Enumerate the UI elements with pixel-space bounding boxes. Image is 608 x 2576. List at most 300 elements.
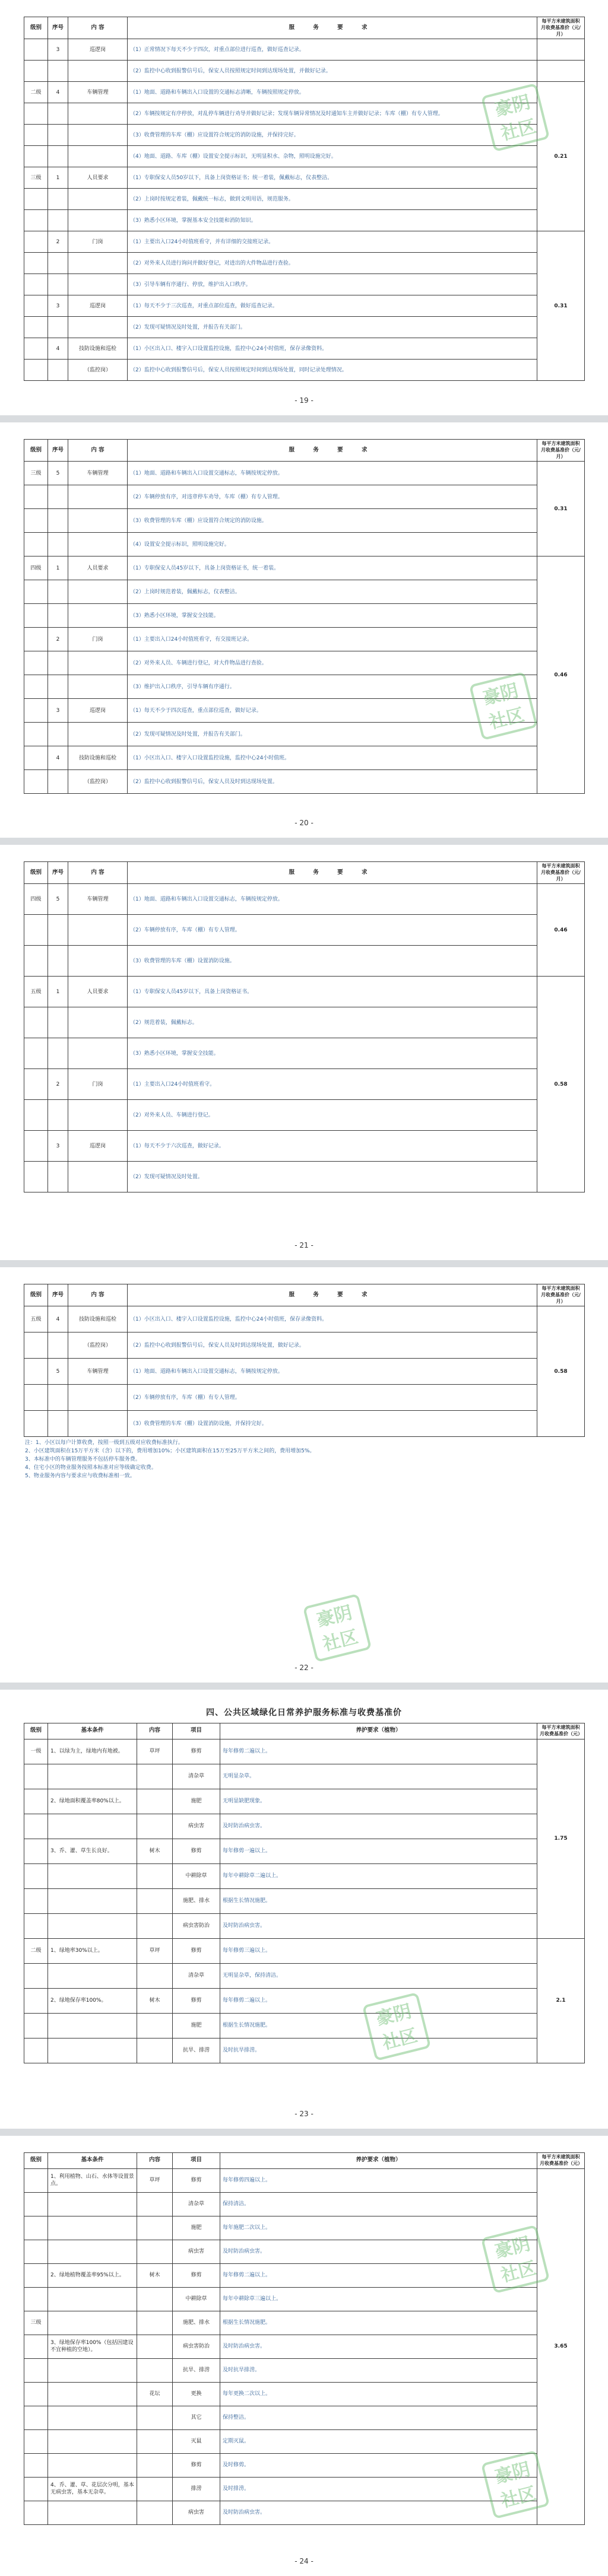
cell-project: 施肥、排水 <box>173 2311 220 2335</box>
cell-project: 病虫害 <box>173 2240 220 2263</box>
table-row <box>24 189 585 210</box>
table-row <box>24 2216 585 2240</box>
cell-content: 巡逻岗 <box>68 39 128 61</box>
cell-level <box>24 39 48 61</box>
table-row <box>24 2501 585 2524</box>
header-requirements: 服 务 要 求 <box>128 862 537 884</box>
cell-level <box>24 1038 48 1069</box>
cell-level <box>24 253 48 274</box>
table-row <box>24 1411 585 1437</box>
header-content: 内容 <box>137 2153 173 2169</box>
cell-requirement: （3）熟悉小区环境，掌握安全技能。 <box>128 604 537 628</box>
cell-no <box>48 1162 68 1192</box>
cell-standard: 每年更换二次以上。 <box>220 2382 537 2406</box>
cell-standard: 及时防治病虫害。 <box>220 2335 537 2358</box>
cell-standard: 及时排涝。 <box>220 2477 537 2501</box>
table-row <box>24 628 585 651</box>
cell-project: 抗旱、排涝 <box>173 2038 220 2063</box>
cell-requirement: （3）收费管理的车库（棚）设置消防设施。 <box>128 946 537 977</box>
cell-no: 5 <box>48 462 68 485</box>
cell-project: 中耕除草 <box>173 2287 220 2311</box>
cell-condition <box>48 1863 137 1888</box>
cell-level: 四级 <box>24 556 48 580</box>
note-line: 3、本标准中的车辆管理服务不包括停车服务费。 <box>25 1456 141 1463</box>
cell-standard: 每年修剪四遍以上。 <box>220 2168 537 2192</box>
cell-no: 1 <box>48 977 68 1007</box>
cell-content <box>137 2429 173 2453</box>
cell-level <box>24 2192 48 2216</box>
cell-fee: 0.31 <box>537 231 585 381</box>
service-table-p19 <box>24 17 585 381</box>
cell-no <box>48 915 68 946</box>
cell-fee: 0.46 <box>537 884 585 977</box>
cell-level <box>24 1814 48 1839</box>
cell-standard: 保持清洁。 <box>220 2192 537 2216</box>
cell-no: 1 <box>48 167 68 189</box>
cell-level <box>24 295 48 317</box>
cell-requirement: （3）熟悉小区环境，掌握基本安全技能和消防知识。 <box>128 210 537 231</box>
cell-standard: 根据生长情况施肥。 <box>220 2311 537 2335</box>
cell-project: 更换 <box>173 2382 220 2406</box>
cell-content <box>68 317 128 338</box>
cell-requirement: （2）上岗时规范着装，佩戴标志，仪表整洁。 <box>128 580 537 604</box>
cell-level <box>24 210 48 231</box>
cell-condition <box>48 2382 137 2406</box>
table-row <box>24 884 585 915</box>
page-number: - 19 - <box>294 396 314 405</box>
cell-level: 三级 <box>24 2311 48 2335</box>
cell-level <box>24 2038 48 2063</box>
cell-requirement: （1）小区出入口、楼宇入口设置监控设施，监控中心24小时值班。 <box>128 746 537 770</box>
watermark-stamp: 豪阴 社区 <box>303 1594 372 1662</box>
cell-level <box>24 1100 48 1131</box>
header-requirements: 服 务 要 求 <box>128 17 537 39</box>
cell-requirement: （3）收费管理的车库（棚）应设置符合规定的消防设施，并保持完好。 <box>128 125 537 146</box>
cell-content <box>137 2013 173 2038</box>
table-row <box>24 1332 585 1359</box>
cell-project: 清杂草 <box>173 1764 220 1789</box>
cell-level: 二级 <box>24 82 48 103</box>
page-24 <box>0 2136 608 2576</box>
note-line: 注：1、小区以每户计算收费，按照一级到五级对应收费标准执行。 <box>25 1440 183 1446</box>
header-level: 级别 <box>24 862 48 884</box>
cell-content: 巡逻岗 <box>68 1131 128 1162</box>
table-row <box>24 2263 585 2287</box>
cell-no <box>48 1007 68 1038</box>
cell-level <box>24 1131 48 1162</box>
cell-content <box>68 485 128 509</box>
cell-level <box>24 1988 48 2013</box>
cell-content <box>68 1162 128 1192</box>
cell-level <box>24 2501 48 2524</box>
cell-level <box>24 946 48 977</box>
cell-content <box>68 61 128 82</box>
greening-table-p23 <box>24 1723 585 2063</box>
cell-level <box>24 675 48 699</box>
table-row <box>24 1739 585 1764</box>
cell-content <box>137 1789 173 1814</box>
cell-requirement: （2）监控中心收到报警信号后，保安人员按照规定时间到达现场处置，同时记录处理情况。 <box>128 360 537 381</box>
table-row <box>24 1988 585 2013</box>
table-row <box>24 360 585 381</box>
cell-level <box>24 770 48 794</box>
cell-requirement: （2）监控中心收到报警信号后，保安人员及时到达现场处置。 <box>128 770 537 794</box>
table-row <box>24 103 585 125</box>
cell-no <box>48 1332 68 1359</box>
cell-level <box>24 1162 48 1192</box>
cell-project: 修剪 <box>173 1839 220 1863</box>
section-title: 四、公共区域绿化日常养护服务标准与收费基准价 <box>206 1708 402 1718</box>
cell-standard: 及时抗旱排涝。 <box>220 2038 537 2063</box>
cell-content: 门岗 <box>68 628 128 651</box>
table-row <box>24 253 585 274</box>
cell-content: 门岗 <box>68 231 128 253</box>
cell-requirement: （2）车辆停放有序，车库（棚）有专人管理。 <box>128 1385 537 1411</box>
cell-content <box>68 675 128 699</box>
cell-level <box>24 2240 48 2263</box>
header-fee: 每平方米建筑面积月收费基准价（元） <box>537 1723 585 1739</box>
note-line: 4、住宅小区的物业服务按照本标准对应等级确定收费。 <box>25 1465 157 1471</box>
cell-no <box>48 1385 68 1411</box>
header-level: 级别 <box>24 2153 48 2169</box>
table-row <box>24 1069 585 1100</box>
cell-no: 4 <box>48 82 68 103</box>
page-number: - 20 - <box>294 819 314 827</box>
cell-level <box>24 2263 48 2287</box>
table-row <box>24 509 585 533</box>
cell-level <box>24 509 48 533</box>
cell-content <box>137 1764 173 1789</box>
cell-fee <box>537 39 585 61</box>
cell-standard: 及时抗旱排涝。 <box>220 2358 537 2382</box>
cell-project: 病虫害 <box>173 2501 220 2524</box>
cell-content <box>68 189 128 210</box>
cell-project: 施肥 <box>173 2216 220 2240</box>
cell-content <box>137 2038 173 2063</box>
cell-requirement: （2）监控中心收到报警信号后，保安人员按照规定时间到达现场处置，并做好记录。 <box>128 61 537 82</box>
table-row <box>24 699 585 723</box>
cell-content <box>137 1888 173 1913</box>
table-row <box>24 2429 585 2453</box>
table-row <box>24 1007 585 1038</box>
table-row <box>24 2406 585 2429</box>
cell-level: 四级 <box>24 884 48 915</box>
cell-condition: 1、绿地率30%以上。 <box>48 1938 137 1963</box>
cell-requirement: （1）地面、道路和车辆出入口设置交通标志，车辆按规定停放。 <box>128 884 537 915</box>
table-row <box>24 231 585 253</box>
header-level: 级别 <box>24 1723 48 1739</box>
table-header-row <box>24 2153 585 2169</box>
cell-level <box>24 317 48 338</box>
cell-no: 4 <box>48 338 68 360</box>
cell-level <box>24 723 48 746</box>
cell-standard: 每年修剪一遍以上。 <box>220 1839 537 1863</box>
table-row <box>24 317 585 338</box>
cell-content <box>137 2216 173 2240</box>
cell-content <box>137 2311 173 2335</box>
cell-condition <box>48 2406 137 2429</box>
cell-project: 修剪 <box>173 1739 220 1764</box>
cell-level <box>24 2335 48 2358</box>
cell-level <box>24 699 48 723</box>
header-conditions: 基本条件 <box>48 2153 137 2169</box>
table-row <box>24 167 585 189</box>
cell-content: 车辆管理 <box>68 1359 128 1385</box>
table-row <box>24 556 585 580</box>
table-row <box>24 946 585 977</box>
table-body <box>24 39 585 381</box>
cell-content <box>137 2501 173 2524</box>
cell-level <box>24 2287 48 2311</box>
table-row <box>24 977 585 1007</box>
cell-no: 2 <box>48 628 68 651</box>
cell-content <box>137 2406 173 2429</box>
cell-requirement: （1）小区出入口、楼宇入口设置监控设施，监控中心24小时值班，保存录像资料。 <box>128 338 537 360</box>
cell-no: 5 <box>48 1359 68 1385</box>
header-level: 级别 <box>24 1284 48 1306</box>
cell-project: 施肥 <box>173 1789 220 1814</box>
cell-requirement: （2）对外来人员、车辆进行登记。 <box>128 1100 537 1131</box>
cell-level <box>24 2477 48 2501</box>
watermark-stamp: 豪阴 社区 <box>481 2450 550 2519</box>
cell-standard: 无明显缺肥现象。 <box>220 1789 537 1814</box>
table-row <box>24 915 585 946</box>
table-row <box>24 1306 585 1332</box>
cell-no: 3 <box>48 1131 68 1162</box>
cell-content <box>137 1913 173 1938</box>
cell-requirement: （1）每天不少于三次巡查，对重点部位巡查，做好巡查记录。 <box>128 295 537 317</box>
cell-no <box>48 1038 68 1069</box>
cell-level <box>24 1963 48 1988</box>
cell-no <box>48 485 68 509</box>
cell-content <box>68 915 128 946</box>
table-row <box>24 1131 585 1162</box>
cell-content: 人员要求 <box>68 977 128 1007</box>
cell-project: 修剪 <box>173 2453 220 2477</box>
cell-standard: 及时防治病虫害。 <box>220 1814 537 1839</box>
cell-content: 草坪 <box>137 2168 173 2192</box>
table-row <box>24 61 585 82</box>
cell-requirement: （3）引导车辆有序通行、停放，维护出入口秩序。 <box>128 274 537 295</box>
cell-standard: 定期灭鼠。 <box>220 2429 537 2453</box>
cell-content: 树木 <box>137 1988 173 2013</box>
header-project: 项目 <box>173 1723 220 1739</box>
cell-level <box>24 1839 48 1863</box>
cell-fee: 2.1 <box>537 1938 585 2063</box>
table-row <box>24 604 585 628</box>
cell-level: 三级 <box>24 462 48 485</box>
table-row <box>24 1839 585 1863</box>
cell-no <box>48 146 68 167</box>
table-row <box>24 210 585 231</box>
table-row <box>24 1863 585 1888</box>
table-header-row <box>24 1284 585 1306</box>
cell-content <box>137 1863 173 1888</box>
cell-condition: 2、绿地植物覆盖率95%以上。 <box>48 2263 137 2287</box>
cell-requirement: （1）专职保安人员45岁以下，具备上岗资格证书。 <box>128 977 537 1007</box>
cell-requirement: （1）主要出入口24小时值班看守。 <box>128 1069 537 1100</box>
cell-level <box>24 231 48 253</box>
header-no: 序号 <box>48 862 68 884</box>
cell-fee: 0.21 <box>537 82 585 231</box>
cell-no <box>48 274 68 295</box>
cell-content <box>68 1038 128 1069</box>
cell-level <box>24 125 48 146</box>
cell-content: 树木 <box>137 1839 173 1863</box>
cell-level <box>24 485 48 509</box>
cell-content <box>68 946 128 977</box>
table-row <box>24 675 585 699</box>
cell-fee: 3.65 <box>537 2168 585 2524</box>
table-row <box>24 1913 585 1938</box>
page-number: - 24 - <box>294 2557 314 2565</box>
cell-requirement: （2）规范着装，佩戴标志。 <box>128 1007 537 1038</box>
cell-standard: 根据生长情况施肥。 <box>220 2013 537 2038</box>
cell-no: 3 <box>48 699 68 723</box>
cell-project: 修剪 <box>173 1988 220 2013</box>
cell-no: 2 <box>48 1069 68 1100</box>
cell-level <box>24 146 48 167</box>
cell-level <box>24 1411 48 1437</box>
service-table-p20 <box>24 439 585 794</box>
cell-level <box>24 604 48 628</box>
cell-level <box>24 2406 48 2429</box>
table-row <box>24 2477 585 2501</box>
cell-condition <box>48 1764 137 1789</box>
header-content: 内容 <box>137 1723 173 1739</box>
cell-level <box>24 2216 48 2240</box>
cell-requirement: （1）专职保安人员50岁以下，具备上岗资格证书；统一着装，佩戴标志，仪表整洁。 <box>128 167 537 189</box>
cell-level <box>24 628 48 651</box>
cell-requirement: （1）地面、道路和车辆出入口设置的交通标志清晰，车辆按照规定停放。 <box>128 82 537 103</box>
header-fee: 每平方米建筑面积月收费基准价（元/月） <box>537 440 585 462</box>
cell-project: 修剪 <box>173 1938 220 1963</box>
table-body <box>24 1306 585 1437</box>
cell-content <box>137 2453 173 2477</box>
cell-requirement: （1）正常情况下每天不少于四次，对重点部位进行巡查，做好巡查记录。 <box>128 39 537 61</box>
table-row <box>24 146 585 167</box>
cell-standard: 每年修剪三遍以上。 <box>220 1938 537 1963</box>
table-body <box>24 2168 585 2524</box>
table-row <box>24 485 585 509</box>
cell-requirement: （2）对外来人员、车辆进行登记，对大件物品进行查验。 <box>128 651 537 675</box>
cell-no: 3 <box>48 39 68 61</box>
cell-content <box>137 2477 173 2501</box>
cell-standard: 及时防治病虫害。 <box>220 2240 537 2263</box>
cell-requirement: （2）车辆按规定有序停放，对乱停车辆进行劝导并做好记录；发现车辆异常情况及时通知车主并做好记录；车库（棚）有专人管理。 <box>128 103 537 125</box>
cell-content: 技防设施和巡检 <box>68 1306 128 1332</box>
cell-level: 五级 <box>24 1306 48 1332</box>
cell-content: 巡逻岗 <box>68 699 128 723</box>
cell-level: 一级 <box>24 1739 48 1764</box>
cell-project: 施肥 <box>173 2013 220 2038</box>
cell-condition: 1、利用植物、山石、水体等设置景点。 <box>48 2168 137 2192</box>
cell-no <box>48 103 68 125</box>
notes-block <box>24 1439 584 1481</box>
table-row <box>24 651 585 675</box>
cell-condition <box>48 2216 137 2240</box>
cell-level <box>24 189 48 210</box>
cell-content: 车辆管理 <box>68 884 128 915</box>
cell-fee <box>537 61 585 82</box>
cell-level <box>24 915 48 946</box>
cell-fee: 1.75 <box>537 1739 585 1938</box>
page-23 <box>0 1690 608 2129</box>
table-row <box>24 274 585 295</box>
cell-no: 4 <box>48 746 68 770</box>
cell-level <box>24 1888 48 1913</box>
cell-condition <box>48 2287 137 2311</box>
cell-content: 车辆管理 <box>68 462 128 485</box>
table-row <box>24 295 585 317</box>
cell-content: （监控岗） <box>68 360 128 381</box>
cell-level <box>24 1359 48 1385</box>
cell-no <box>48 125 68 146</box>
table-row <box>24 746 585 770</box>
cell-level <box>24 1764 48 1789</box>
cell-content <box>68 253 128 274</box>
cell-content: 车辆管理 <box>68 82 128 103</box>
cell-content: 人员要求 <box>68 167 128 189</box>
cell-fee: 0.58 <box>537 1306 585 1437</box>
cell-requirement: （2）监控中心收到报警信号后，保安人员及时到达现场处置，做好记录。 <box>128 1332 537 1359</box>
cell-level <box>24 1007 48 1038</box>
cell-condition: 2、绿地保存率100%。 <box>48 1988 137 2013</box>
table-row <box>24 2382 585 2406</box>
cell-content <box>68 103 128 125</box>
cell-standard: 每年施肥二次以上。 <box>220 2216 537 2240</box>
cell-project: 排涝 <box>173 2477 220 2501</box>
table-header-row <box>24 17 585 39</box>
table-row <box>24 2311 585 2335</box>
table-body <box>24 884 585 1192</box>
cell-content <box>68 1007 128 1038</box>
cell-condition: 4、乔、灌、草、花层次分明，基本无病虫害，基本无杂草。 <box>48 2477 137 2501</box>
cell-content: 门岗 <box>68 1069 128 1100</box>
cell-requirement: （1）地面、道路和车辆出入口设置交通标志，车辆按规定停放。 <box>128 1359 537 1385</box>
cell-standard: 及时修剪。 <box>220 2453 537 2477</box>
page-19 <box>0 0 608 415</box>
cell-requirement: （3）收费管理的车库（棚）设置消防设施，并保持完好。 <box>128 1411 537 1437</box>
table-row <box>24 1100 585 1131</box>
cell-standard: 每年中耕除草二遍以上。 <box>220 1863 537 1888</box>
cell-no <box>48 1100 68 1131</box>
table-row <box>24 2192 585 2216</box>
header-content: 内 容 <box>68 440 128 462</box>
table-row <box>24 1888 585 1913</box>
page-22 <box>0 1267 608 1683</box>
table-row <box>24 1963 585 1988</box>
cell-project: 抗旱、排涝 <box>173 2358 220 2382</box>
table-row <box>24 2013 585 2038</box>
cell-condition <box>48 2501 137 2524</box>
cell-condition <box>48 2013 137 2038</box>
header-fee: 每平方米建筑面积月收费基准价（元） <box>537 2153 585 2169</box>
cell-content <box>137 2335 173 2358</box>
cell-standard: 无明显杂草。 <box>220 1764 537 1789</box>
cell-level <box>24 1069 48 1100</box>
table-row <box>24 1359 585 1385</box>
cell-content <box>68 580 128 604</box>
table-row <box>24 125 585 146</box>
cell-condition: 1、以绿为主，绿地内有地被。 <box>48 1739 137 1764</box>
cell-requirement: （2）上岗时按规定着装，佩戴统一标志，做到文明用语，规范服务。 <box>128 189 537 210</box>
cell-content: 巡逻岗 <box>68 295 128 317</box>
cell-level <box>24 1332 48 1359</box>
cell-content <box>68 1100 128 1131</box>
cell-level: 二级 <box>24 1938 48 1963</box>
watermark-stamp: 豪阴 社区 <box>481 2225 550 2294</box>
